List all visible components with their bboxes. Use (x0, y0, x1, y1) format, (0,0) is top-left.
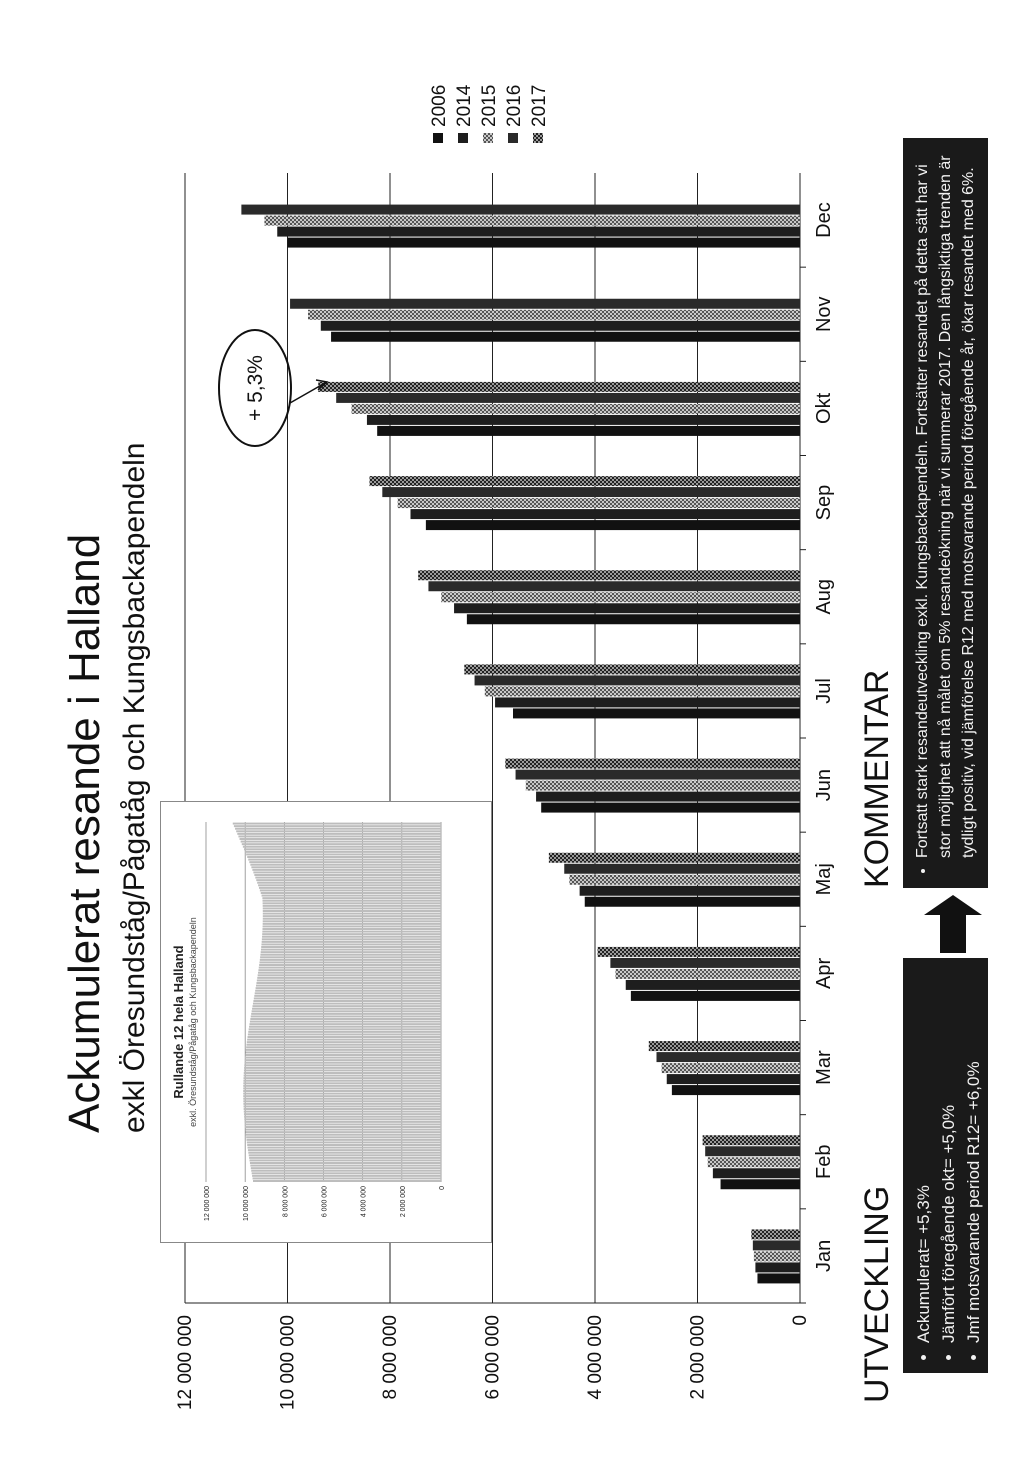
page-title: Ackumulerat resande i Halland (60, 533, 109, 1133)
inset-bar (261, 949, 441, 951)
bar-2014 (321, 321, 800, 331)
inset-bar (252, 1010, 441, 1012)
inset-bar (263, 915, 441, 917)
utveckling-box (903, 958, 988, 1373)
inset-bar (245, 1123, 441, 1125)
inset-bar (245, 1059, 441, 1061)
inset-bar (250, 1162, 441, 1164)
inset-bar (246, 1044, 441, 1046)
legend-swatch (433, 133, 443, 143)
inset-bar (250, 1021, 441, 1023)
inset-bar (262, 938, 441, 940)
legend-label: 2017 (529, 84, 550, 127)
right-arrow-icon (918, 893, 988, 953)
inset-bar (263, 905, 441, 907)
inset-bar (246, 1046, 441, 1048)
bar-2017 (649, 1041, 800, 1051)
utveckling-heading: UTVECKLING (858, 1185, 896, 1403)
inset-bar (254, 874, 441, 876)
inset-bar (249, 861, 441, 863)
inset-chart (160, 801, 492, 1243)
inset-y-tick: 0 (439, 1186, 446, 1190)
legend-swatch (508, 133, 518, 143)
inset-y-tick: 4 000 000 (360, 1186, 368, 1218)
inset-bar (256, 879, 441, 881)
inset-bar (250, 864, 441, 866)
bar-2017 (318, 382, 800, 392)
inset-bar (244, 1077, 441, 1079)
y-tick-label: 0 (790, 1315, 811, 1326)
bar-2017 (751, 1229, 800, 1239)
y-tick-label: 10 000 000 (277, 1315, 299, 1411)
inset-bar (263, 913, 441, 915)
bar-2014 (411, 509, 801, 519)
y-tick-label: 4 000 000 (585, 1315, 606, 1400)
legend-label: 2015 (479, 84, 500, 127)
inset-bar (262, 941, 441, 943)
inset-bar (240, 838, 441, 840)
inset-bar (238, 835, 441, 837)
inset-bar (263, 910, 441, 912)
inset-subtitle: exkl. Öresundståg/Pågatåg och Kungsbackapendeln (188, 917, 198, 1127)
bar-2015 (526, 781, 800, 791)
inset-bar (247, 1141, 441, 1143)
inset-bar (234, 825, 441, 827)
inset-y-tick: 2 000 000 (399, 1186, 407, 1218)
inset-bar (258, 969, 441, 971)
y-tick-label: 8 000 000 (380, 1315, 401, 1400)
inset-bar (253, 1003, 441, 1005)
inset-bar (258, 974, 441, 976)
inset-bar (253, 1177, 441, 1179)
inset-bar (245, 1126, 441, 1128)
bar-2016 (382, 487, 800, 497)
inset-bar (250, 1159, 441, 1161)
bar-2014 (367, 415, 800, 425)
inset-bar (249, 1157, 441, 1159)
inset-bar (244, 1069, 441, 1071)
inset-bar (253, 871, 441, 873)
inset-bar (261, 892, 441, 894)
inset-bar (261, 951, 441, 953)
inset-bar (247, 1144, 441, 1146)
utveckling-item: • Jämfört föregående okt= +5,0% (936, 970, 961, 1343)
x-tick-label: Nov (813, 296, 835, 333)
inset-bar (244, 848, 441, 850)
bar-2016 (241, 205, 800, 215)
inset-bar (263, 920, 441, 922)
inset-bar (262, 897, 441, 899)
annotation-pointer (290, 383, 325, 403)
inset-bar (257, 882, 441, 884)
x-tick-label: Sep (813, 484, 835, 521)
bar-2017 (598, 947, 800, 957)
inset-bar (237, 833, 441, 835)
kommentar-heading: KOMMENTAR (858, 669, 896, 888)
legend-swatch (533, 133, 543, 143)
inset-bar (252, 1172, 441, 1174)
bar-2014 (495, 697, 800, 707)
inset-bar (236, 830, 441, 832)
inset-bar (251, 866, 441, 868)
x-tick-label: Feb (813, 1144, 835, 1179)
inset-bar (243, 1098, 441, 1100)
inset-y-tick: 6 000 000 (321, 1186, 329, 1218)
utveckling-item: • Jmf motsvarande period R12= +6,0% (961, 970, 986, 1343)
inset-bar (252, 1008, 441, 1010)
inset-bar (241, 841, 441, 843)
inset-bar (255, 992, 441, 994)
inset-bar (260, 956, 441, 958)
inset-bar (263, 918, 441, 920)
bar-2015 (662, 1063, 800, 1073)
inset-bar (235, 828, 441, 830)
inset-bar (244, 1075, 441, 1077)
bar-2016 (564, 864, 800, 874)
x-tick-label: Dec (813, 202, 835, 238)
inset-bar (252, 1175, 441, 1177)
inset-bar (243, 1087, 441, 1089)
inset-bar (256, 982, 441, 984)
inset-bar (245, 1057, 441, 1059)
inset-bar (243, 846, 441, 848)
bar-2015 (398, 498, 800, 508)
kommentar-item: • Fortsatt stark resandeutveckling exkl. Kungsbackapendeln. Fortsätter resandet på detta sätt har vi stor möjlighet att nå målet om 5% resandeökning när vi summerar 2017. Den långsiktiga trenden är tydligt positiv, vid jämförelse R12 med motsvarande period föregående år, ökar resandet med 6%. (911, 150, 980, 858)
inset-bar (261, 943, 441, 945)
bar-2014 (536, 792, 800, 802)
bar-2017 (549, 853, 800, 863)
inset-bar (248, 859, 441, 861)
bar-2017 (703, 1135, 800, 1145)
x-tick-label: Okt (813, 392, 835, 424)
bar-2006 (585, 897, 800, 907)
bar-2015 (264, 216, 800, 226)
page-subtitle: exkl Öresundståg/Pågatåg och Kungsbackapendeln (118, 442, 151, 1133)
bar-2014 (277, 227, 800, 237)
inset-bar (263, 925, 441, 927)
legend-swatch (483, 133, 493, 143)
inset-bar (253, 1000, 441, 1002)
inset-bar (259, 887, 441, 889)
y-tick-label: 6 000 000 (482, 1315, 504, 1400)
inset-bar (243, 1082, 441, 1084)
inset-y-tick: 12 000 000 (204, 1186, 211, 1222)
inset-bar (258, 972, 441, 974)
inset-bar (250, 1018, 441, 1020)
utveckling-item: • Ackumulerat= +5,3% (911, 970, 936, 1343)
inset-bar (243, 1080, 441, 1082)
inset-bar (263, 902, 441, 904)
y-tick-label: 2 000 000 (687, 1315, 709, 1400)
inset-bar (249, 1028, 441, 1030)
inset-bar (254, 997, 441, 999)
inset-bar (243, 1090, 441, 1092)
kommentar-box (903, 138, 988, 888)
bar-2015 (485, 686, 800, 696)
legend-label: 2016 (504, 84, 525, 127)
inset-bar (245, 1121, 441, 1123)
bar-2014 (626, 980, 800, 990)
inset-bar (242, 843, 441, 845)
bar-2017 (464, 664, 800, 674)
bar-2014 (580, 886, 800, 896)
inset-bar (246, 853, 441, 855)
inset-bar (252, 869, 441, 871)
bar-2015 (352, 404, 800, 414)
inset-bar (247, 1039, 441, 1041)
bar-2006 (721, 1179, 800, 1189)
bar-2006 (377, 426, 800, 436)
inset-bar (244, 1072, 441, 1074)
x-tick-label: Mar (813, 1050, 835, 1085)
bar-2017 (418, 570, 800, 580)
inset-bar (246, 1051, 441, 1053)
bar-2006 (631, 991, 800, 1001)
inset-bar (259, 961, 441, 963)
inset-bar (245, 1129, 441, 1131)
bar-2006 (288, 238, 801, 248)
inset-bar (260, 889, 441, 891)
bar-2015 (569, 875, 800, 885)
inset-bar (244, 1108, 441, 1110)
inset-bar (249, 1154, 441, 1156)
inset-bar (246, 1134, 441, 1136)
inset-bar (245, 851, 441, 853)
bar-2014 (667, 1074, 800, 1084)
bar-2006 (467, 614, 800, 624)
x-tick-label: Aug (813, 578, 835, 615)
inset-bar (243, 1085, 441, 1087)
inset-bar (260, 954, 441, 956)
inset-bar (250, 1165, 441, 1167)
x-tick-label: Jan (813, 1239, 835, 1273)
inset-bar (258, 884, 441, 886)
inset-bar (251, 1167, 441, 1169)
inset-bar (248, 1152, 441, 1154)
inset-bar (260, 959, 441, 961)
legend-swatch (458, 133, 468, 143)
inset-bar (247, 856, 441, 858)
bar-2015 (308, 310, 800, 320)
inset-bar (253, 1005, 441, 1007)
inset-bar (248, 1033, 441, 1035)
inset-bar (251, 1015, 441, 1017)
bar-2006 (426, 520, 800, 530)
inset-bar (257, 977, 441, 979)
bar-2016 (336, 393, 800, 403)
inset-bar (248, 1149, 441, 1151)
inset-bar (244, 1118, 441, 1120)
bar-2006 (541, 803, 800, 813)
inset-bar (233, 823, 441, 825)
inset-bar (243, 1093, 441, 1095)
inset-bar (249, 1023, 441, 1025)
inset-bar (244, 1105, 441, 1107)
inset-bar (243, 1095, 441, 1097)
inset-bar (248, 1031, 441, 1033)
inset-bar (246, 1136, 441, 1138)
bar-2016 (516, 770, 800, 780)
inset-bar (259, 964, 441, 966)
inset-bar (257, 979, 441, 981)
inset-bar (251, 1170, 441, 1172)
inset-bar (247, 1041, 441, 1043)
annotation-label: + 5,3% (244, 355, 267, 421)
inset-y-tick: 10 000 000 (243, 1186, 251, 1222)
inset-bar (256, 985, 441, 987)
inset-bar (248, 1036, 441, 1038)
legend-label: 2006 (429, 84, 450, 127)
inset-bar (262, 895, 441, 897)
inset-bar (243, 1100, 441, 1102)
inset-bar (262, 933, 441, 935)
inset-bar (261, 946, 441, 948)
inset-bar (259, 967, 441, 969)
x-tick-label: Jun (813, 768, 835, 802)
bar-2006 (331, 332, 800, 342)
bar-2014 (755, 1262, 800, 1272)
inset-bar (246, 1139, 441, 1141)
bar-2006 (513, 708, 800, 718)
inset-bar (246, 1131, 441, 1133)
inset-bar (251, 1013, 441, 1015)
inset-bar (262, 936, 441, 938)
x-tick-label: Jul (813, 678, 835, 704)
inset-bar (262, 928, 441, 930)
inset-bar (244, 1064, 441, 1066)
inset-bar (244, 1067, 441, 1069)
inset-bar (255, 877, 441, 879)
bar-2014 (454, 603, 800, 613)
inset-bar (263, 907, 441, 909)
x-tick-label: Maj (813, 863, 835, 896)
bar-2015 (616, 969, 801, 979)
y-tick-label: 12 000 000 (175, 1315, 196, 1411)
inset-y-tick: 8 000 000 (282, 1186, 290, 1218)
bar-2006 (672, 1085, 800, 1095)
bar-2017 (505, 759, 800, 769)
inset-bar (256, 987, 441, 989)
inset-plot (161, 802, 491, 1242)
inset-bar (253, 1180, 441, 1182)
inset-bar (254, 995, 441, 997)
bar-2016 (657, 1052, 801, 1062)
bar-2016 (753, 1240, 800, 1250)
bar-2014 (713, 1168, 800, 1178)
inset-bar (244, 1111, 441, 1113)
inset-bar (246, 1049, 441, 1051)
inset-bar (244, 1113, 441, 1115)
inset-bar (262, 931, 441, 933)
bar-2016 (290, 299, 800, 309)
bar-2015 (754, 1251, 800, 1261)
bar-2016 (428, 581, 800, 591)
inset-bar (245, 1062, 441, 1064)
x-tick-label: Apr (813, 957, 835, 989)
legend-label: 2014 (454, 84, 475, 127)
bar-2015 (441, 592, 800, 602)
inset-bar (249, 1026, 441, 1028)
bar-2016 (475, 675, 800, 685)
inset-bar (263, 900, 441, 902)
inset-bar (255, 990, 441, 992)
bar-2006 (757, 1273, 800, 1283)
bar-2016 (610, 958, 800, 968)
inset-title: Rullande 12 hela Halland (171, 945, 186, 1099)
bar-2016 (705, 1146, 800, 1156)
inset-bar (245, 1054, 441, 1056)
inset-bar (263, 923, 441, 925)
bar-2017 (370, 476, 801, 486)
inset-bar (243, 1103, 441, 1105)
inset-bar (244, 1116, 441, 1118)
inset-bar (248, 1147, 441, 1149)
bar-2015 (708, 1157, 800, 1167)
